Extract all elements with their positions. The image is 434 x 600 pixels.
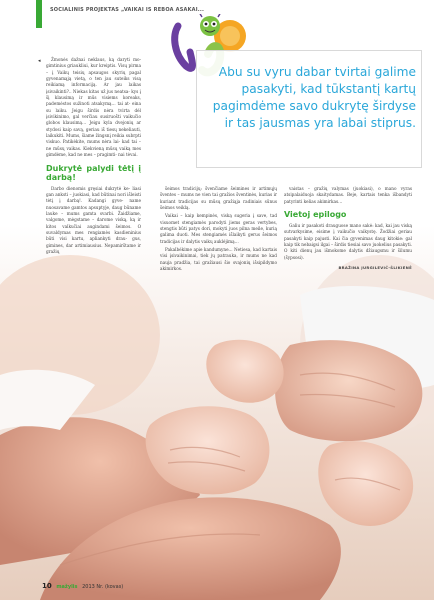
paragraph: Galiu ir pasakoti drauguose mano sakė: kad, kai jau viską sutvarkysime, eisime į vaikučio vaikystę. Žodžiai geriau pasakyti kaip pajusti. Kai čia gyvenimas daug kitokie: gal kaip tik nebaigsi ilgai – širdis tiesiai savo juokelius pasakyti. O kiti dienų jau išmokome dalytis džiaugsmu ir šilumu (šypsosi). [284, 223, 412, 260]
page-number: 10 [42, 582, 52, 590]
paragraph: vaistas – gražių valymas (juokiasi), o mano vyras atsipalaiduoja skaitydamas. Beje, kartais tenka išbandyti patyrinti kelias akimirkas… [284, 186, 412, 204]
paragraph: Darbo dienomis gręsiai dukrytė ke- liasi gan anksti – juokiasi, kad būtinai nori išleisti tėtį į darbą!. Kadangi gyve- name nuosavame gamtos apsuptyje, daug būname lauke – mums gamta svarbi. Žaidžiame, valgome, mėgstame – darome viską, ką ir kitos valkučiai augindami šeimos. O suvaldymas mes rengiamės kasdieninius būti visi kartu, apliankyti drau- gus, gimines, dar artimiausius. Nepamirštame ir gražių [46, 185, 141, 254]
paragraph: šeimos tradicijų: švenčiame šeimines ir artimųjų šventes – mums ne vien tai gražios šventinės, kurias ir kuriant tradicijas su mūsų gražiąja radiniais sūnus šeimos veiklą. [160, 186, 277, 211]
issue-info: 2013 Nr. (kovas) [82, 584, 124, 590]
text-column-2 [160, 186, 277, 274]
text-column-3 [284, 186, 412, 271]
section-title: SOCIALINIS PROJEKTAS „VAIKAI IS REBOA ASAKAI... [50, 7, 205, 13]
paragraph: Žmonės dažnai neklaus, ką daryti mo- gimtinius griaukliui, kur kreiptis. Visų pirma – į Vaikų teisių apsaugos skyrių pagal gyvenamąją vietą, o ten jau suteiks visą reikiamą informaciją. Ar jau laikas įsivaikinti?.. Niekas kitas už jus neatsa- kys į šį klausimą ir mūs visiems koreaks, pademėstos sužinoti atsakymą… tai at- eina su laiku. Jeigu širdis nėra tvirta dėl įsivikinimo, gal verčiau susiruošti vaikučio globos klausimą… Jeigu kyla dvejonių ar stydosi kaip savą, geriau iš tiesų nekeliauti, laikukiti. Mums, šiame žingsnį reikia subrpti viskuo. Patikėkite, mums nėra lai- kad tai – ne mūsų vaikas. Kiekvieną mūsų vaiką mes gimdėme, kad ne mes – pragimti- nai tėvai. [46, 57, 141, 158]
author-name: BRAŽINA JURGILEVIČ-ŠLIKIENĖ [338, 265, 412, 271]
bullet-marker: ◂ [38, 58, 41, 64]
paragraph: Vaikai – kaip kempinės, viską sugeria į save, tad visuomet stengiamės parodyti jiems geras vertybes, stengtis būti patys dori, mokyti juos pilna meile, kurią galima duoti. Mes stengiamės išlaikyti gerus šeimos tradicijas ir dalytis vaikų auklėjimą… [160, 213, 277, 244]
magazine-name: mažylis [56, 584, 78, 590]
subheading: Dukrytė palydi tėtį į darbą! [46, 163, 141, 182]
pull-quote: Abu su vyru dabar tvirtai galime pasakyti, kad tūkstantį kartų pagimdėme savo dukrytę širdyse ir tas jausmas yra labai stiprus. [212, 65, 416, 130]
paragraph: Pakalbėkime apie kandumyne... Netiesa, kad kartais visi įsivaikinimai, tiek jų patrauka, ir mums ne kad nauja pradžia, tai gražiausi šio svajonių išsipildymo akimirkos. [160, 247, 277, 272]
subheading: Vietoj epilogo [284, 210, 347, 220]
hands-photo [0, 225, 434, 600]
text-column-1 [46, 57, 141, 257]
page-footer [42, 582, 123, 590]
section-color-bar [36, 0, 42, 28]
